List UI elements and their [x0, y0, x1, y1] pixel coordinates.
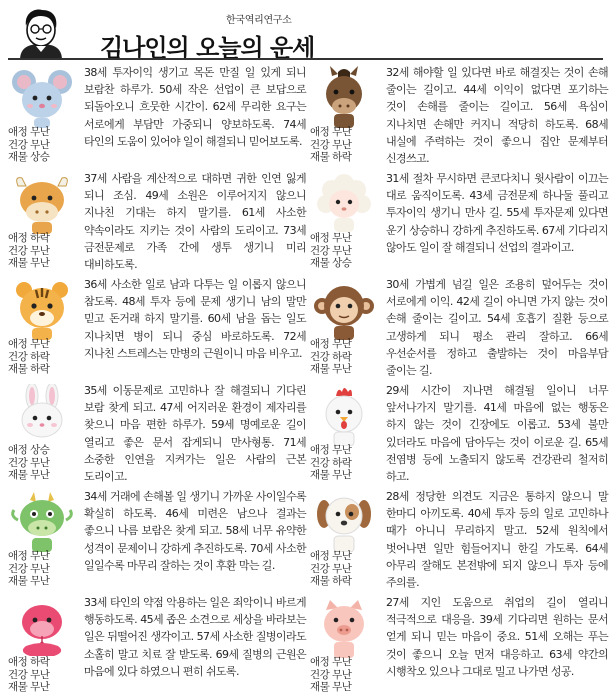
fortune-labels: 애정 무난 건강 무난 재물 하락	[310, 126, 352, 163]
author-portrait-icon	[10, 4, 72, 60]
fortune-labels: 애정 하락 건강 무난 재물 무난	[8, 656, 50, 693]
horse-icon	[310, 66, 378, 128]
source-label: 한국역리연구소	[226, 15, 292, 26]
sheep-icon	[310, 172, 378, 234]
fortune-entry-snake	[6, 592, 306, 698]
fortune-entry-sheep	[308, 168, 608, 274]
fortune-labels: 애정 무난 건강 하락 재물 무난	[310, 444, 352, 481]
page-title: 김나인의 오늘의 운세	[100, 34, 315, 62]
ox-icon	[8, 172, 76, 234]
fortune-labels: 애정 무난 건강 무난 재물 무난	[310, 656, 352, 693]
fortune-labels: 애정 하락 건강 무난 재물 무난	[8, 232, 50, 269]
fortune-entry-dragon	[6, 486, 306, 592]
fortune-entry-horse	[308, 62, 608, 168]
fortune-entry-pig	[308, 592, 608, 698]
fortune-entry-monkey	[308, 274, 608, 380]
fortune-labels: 애정 무난 건강 무난 재물 하락	[310, 550, 352, 587]
left-column	[6, 62, 306, 700]
rat-icon	[8, 66, 76, 128]
fortune-text: 36세 사소한 일로 남과 다투는 일 이롭지 않으니 참도록. 48세 투자 등에 문제 생기니 남의 말만 믿고 돈거래 하지 말기를. 60세 남을 돕는 일도 지나치면 병이 되니 중심 바로하도록. 72세 지나친 스트레스는 만병의 근원이니 마음 비우고.	[84, 278, 306, 360]
fortune-labels: 애정 무난 건강 무난 재물 상승	[310, 232, 352, 269]
fortune-text: 27세 지인 도움으로 취업의 길이 열리니 적극적으로 대응을. 39세 기다리면 원하는 문서 얻게 되니 믿는 마음이 중요. 51세 오해는 푸는 것이 좋으니 오늘 먼저 대응하고. 63세 약간의 시행착오 있으나 그대로 밀고 나가면 성공.	[386, 596, 608, 678]
rabbit-icon	[8, 384, 76, 446]
fortune-text: 37세 사람을 계산적으로 대하면 귀한 인연 잃게 되니 조심. 49세 소원은 이루어지지 않으니 지나친 기대는 하지 말기를. 61세 사소한 약속이라도 지키는 것이 사람의 도리이고. 73세 금전문제로 가족 간에 생투 생기니 미리 대비하도록.	[84, 172, 306, 272]
fortune-grid	[6, 62, 606, 700]
fortune-entry-ox	[6, 168, 306, 274]
dog-icon	[310, 490, 378, 552]
fortune-text: 38세 투자이익 생기고 목돈 만질 일 있게 되니 보람찬 하루가. 50세 작은 선업이 큰 보답으로 되돌아오니 흐뭇한 시간이. 62세 무리한 요구는 서로에게 부담만 가중되니 양보하도록. 74세 타인의 도움이 있어야 일이 해결되니 믿어보도록.	[84, 66, 306, 148]
fortune-text: 34세 거래에 손해볼 일 생기니 가까운 사이일수록 확실히 하도록. 46세 미련은 남으나 결과는 좋으니 나름 보람은 찾게 되고. 58세 너무 유약한 성격이 문제이니 강하게 추진하도록. 70세 사소한 일일수록 마무리 잘하는 것이 후환 막는 길.	[84, 490, 306, 572]
header-rule	[8, 58, 603, 60]
tiger-icon	[8, 278, 76, 340]
fortune-entry-dog	[308, 486, 608, 592]
fortune-text: 35세 이동문제로 고민하나 잘 해결되니 기다린 보람 찾게 되고. 47세 어지러운 환경이 제자리를 찾으니 마음 편한 하루가. 59세 명예로운 길이 열리고 좋은 문서 잡게되니 만사형통. 71세 소중한 인연을 지켜가는 일은 사람의 근본 도리이고.	[84, 384, 306, 484]
fortune-labels: 애정 무난 건강 하락 재물 무난	[310, 338, 352, 375]
fortune-entry-tiger	[6, 274, 306, 380]
right-column	[308, 62, 608, 700]
fortune-text: 29세 시간이 지나면 해결될 일이니 너무 앞서나가지 말기를. 41세 마음에 없는 행동은 하지 않는 것이 긴장에도 이롭고. 53세 불만 있더라도 마음에 담아두는 것이 이로운 길. 65세 전염병 등에 노출되지 않도록 건강관리 철저히 하고.	[386, 384, 608, 484]
header	[0, 0, 611, 62]
snake-icon	[8, 596, 76, 658]
pig-icon	[310, 596, 378, 658]
dragon-icon	[8, 490, 76, 552]
rooster-icon	[310, 384, 378, 446]
fortune-labels: 애정 무난 건강 하락 재물 하락	[8, 338, 50, 375]
fortune-entry-rooster	[308, 380, 608, 486]
fortune-labels: 애정 상승 건강 무난 재물 무난	[8, 444, 50, 481]
fortune-entry-rat	[6, 62, 306, 168]
fortune-entry-rabbit	[6, 380, 306, 486]
fortune-labels: 애정 무난 건강 무난 재물 무난	[8, 550, 50, 587]
fortune-text: 30세 가볍게 넘길 일은 조용히 덮어두는 것이 서로에게 이익. 42세 길이 아니면 가지 않는 것이 손해 줄이는 길이고. 54세 호흡기 질환 등으로 고생하게 되니 평소 관리 잘하고. 66세 우선순서를 정하고 출발하는 것이 마음부담 줄이는 길.	[386, 278, 608, 378]
monkey-icon	[310, 278, 378, 340]
fortune-labels: 애정 무난 건강 무난 재물 상승	[8, 126, 50, 163]
fortune-text: 32세 해야할 일 있다면 바로 해결짓는 것이 손해 줄이는 길이고. 44세 이익이 없다면 포기하는 것이 손해를 줄이는 길이고. 56세 욕심이 지나치면 손해만 커지니 적당히 하도록. 68세 내실에 주력하는 것이 좋으니 집안 문제부터 신경쓰고.	[386, 66, 608, 166]
fortune-text: 28세 정당한 의견도 지금은 통하지 않으니 말 한마디 아끼도록. 40세 투자 등의 일로 고민하나 때가 아니니 무리하지 말고. 52세 원칙에서 벗어나면 일만 힘들어지니 한길 가도록. 64세 아무리 잘해도 본전밖에 되지 않으니 투자 등에 주의를.	[386, 490, 608, 590]
fortune-text: 33세 타인의 약점 악용하는 일은 죄악이니 바르게 행동하도록. 45세 좁은 소견으로 세상을 바라보는 일은 뒤떨어진 생각이고. 57세 사소한 질병이라도 소홀히 말고 치료 잘 받도록. 69세 질병의 근원은 마음에 있다 하였으니 편히 쉬도록.	[84, 596, 306, 678]
fortune-text: 31세 절차 무시하면 큰코다치니 윗사람이 이끄는 대로 움직이도록. 43세 금전문제 하나둘 풀리고 투자이익 생기니 만사 길. 55세 투자문제 있다면 운기 상승하니 강하게 추진하도록. 67세 기다리지 않아도 일이 잘 해결되니 선업의 결과이고.	[386, 172, 608, 254]
